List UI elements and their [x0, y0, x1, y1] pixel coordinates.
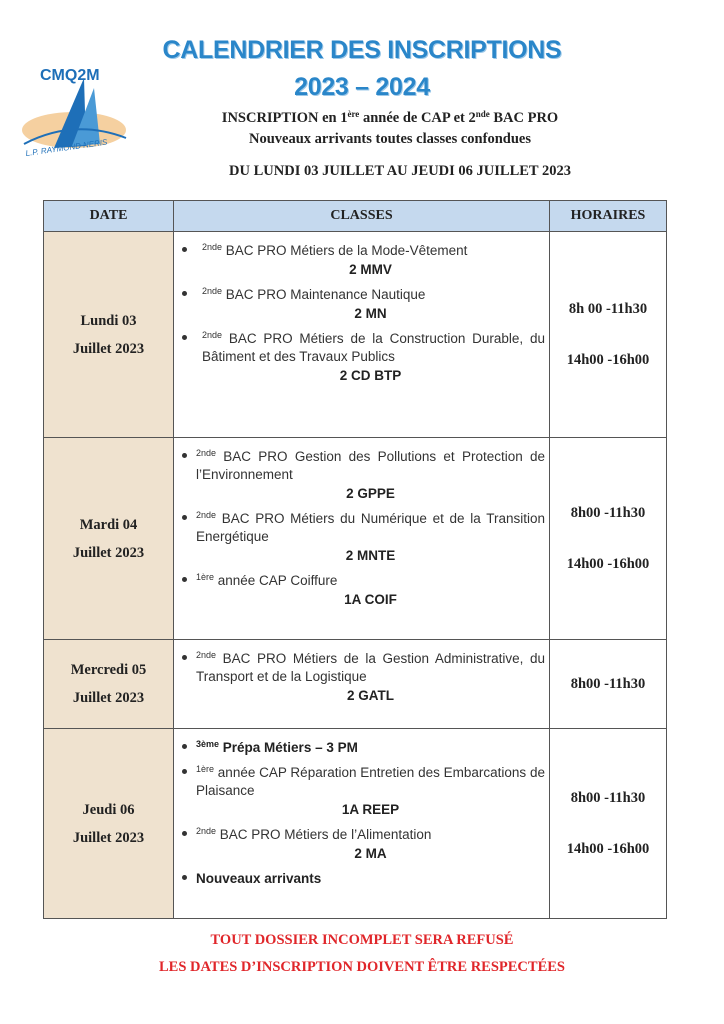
date-month: Juillet 2023	[72, 690, 145, 706]
hours-cell	[550, 640, 667, 729]
hour-slot: 8h00 -11h30	[570, 675, 646, 692]
date-month: Juillet 2023	[72, 544, 145, 561]
classes-cell	[174, 640, 550, 729]
bullet-icon	[182, 291, 187, 296]
hour-slot: 8h00 -11h30	[570, 504, 646, 521]
page-title: CALENDRIER DES INSCRIPTIONS	[162, 36, 562, 64]
list-item: $^{2nde}$ BAC PRO Métiers de la Mode-Vêtement 2 MMV	[174, 242, 545, 279]
class-code: 2 GATL	[347, 688, 394, 703]
hours-cell	[550, 232, 667, 438]
class-code: 1A REEP	[341, 802, 400, 817]
class-code: 2 MN	[354, 306, 387, 321]
date-cell	[44, 729, 174, 919]
date-range: DU LUNDI 03 JUILLET AU JEUDI 06 JUILLET 2023	[229, 163, 571, 179]
date-month: Juillet 2023	[72, 829, 145, 846]
list-item: $^{2nde}$ BAC PRO Maintenance Nautique 2 MN	[174, 286, 545, 323]
hour-slot: 14h00 -16h00	[566, 840, 650, 857]
bullet-icon	[182, 655, 187, 660]
table-row	[44, 640, 667, 729]
hour-slot: 8h00 -11h30	[570, 789, 646, 806]
class-code: 1A COIF	[344, 592, 397, 607]
bullet-icon	[182, 875, 187, 880]
hours-cell	[550, 729, 667, 919]
classes-cell	[174, 438, 550, 640]
bullet-icon	[182, 453, 187, 458]
header-date: DATE	[44, 201, 174, 232]
subtitle-inscription: INSCRIPTION en 1ère année de CAP et 2nde BAC PRO	[221, 109, 559, 126]
newcomers-label: Nouveaux arrivants	[196, 871, 322, 886]
date-cell	[44, 640, 174, 729]
bullet-icon	[182, 831, 187, 836]
page-year: 2023 – 2024	[294, 73, 430, 101]
bullet-icon	[182, 247, 187, 252]
class-code: 2 CD BTP	[339, 368, 402, 383]
bullet-icon	[182, 577, 187, 582]
date-cell	[44, 438, 174, 640]
list-item: $^{2nde}$ BAC PRO Métiers de la Construction Durable, du Bâtiment et des Travaux Publics 2 CD BTP	[174, 330, 545, 385]
hours-cell	[550, 438, 667, 640]
bullet-icon	[182, 769, 187, 774]
header-classes: CLASSES	[174, 201, 550, 232]
hour-slot: 14h00 -16h00	[566, 351, 650, 368]
table-row	[44, 438, 667, 640]
classes-cell	[174, 729, 550, 919]
table-row	[44, 729, 667, 919]
header-hours: HORAIRES	[550, 201, 667, 232]
class-code: 2 MMV	[349, 262, 392, 277]
warning-incomplete-file: TOUT DOSSIER INCOMPLET SERA REFUSÉ	[210, 932, 514, 948]
date-day: Mardi 04	[79, 516, 138, 533]
bullet-icon	[182, 744, 187, 749]
class-code: 2 MA	[354, 846, 387, 861]
date-day: Lundi 03	[80, 312, 137, 329]
date-cell	[44, 232, 174, 438]
subtitle-newcomers: Nouveaux arrivants toutes classes confondues	[249, 131, 531, 147]
logo-name: CMQ2M	[40, 67, 100, 84]
date-day: Mercredi 05	[70, 662, 147, 678]
logo-tagline: L.P. RAYMOND NERIS	[25, 137, 108, 158]
bullet-icon	[182, 515, 187, 520]
list-item	[174, 870, 545, 888]
list-item: $^{3ème}$ Prépa Métiers – 3 PM	[174, 739, 545, 757]
list-item: $^{1ère}$ année CAP Réparation Entretien des Embarcations de Plaisance 1A REEP	[174, 764, 545, 819]
date-month: Juillet 2023	[72, 340, 145, 357]
list-item: $^{2nde}$ BAC PRO Métiers du Numérique et de la Transition Energétique 2 MNTE	[174, 510, 545, 565]
list-item: $^{2nde}$ BAC PRO Métiers de l’Alimentation 2 MA	[174, 826, 545, 863]
classes-cell	[174, 232, 550, 438]
table-header-row	[44, 201, 667, 232]
date-day: Jeudi 06	[82, 801, 135, 818]
table-row	[44, 232, 667, 438]
registration-calendar-table	[43, 200, 667, 919]
class-code: 2 GPPE	[346, 486, 395, 501]
warning-respect-dates: LES DATES D’INSCRIPTION DOIVENT ÊTRE RESPECTÉES	[159, 959, 565, 975]
bullet-icon	[182, 335, 187, 340]
list-item: $^{1ère}$ année CAP Coiffure 1A COIF	[174, 572, 545, 609]
list-item: $^{2nde}$ BAC PRO Gestion des Pollutions et Protection de l’Environnement 2 GPPE	[174, 448, 545, 503]
class-code: 2 MNTE	[345, 548, 396, 563]
list-item: $^{2nde}$ BAC PRO Métiers de la Gestion Administrative, du Transport et de la Logistique 2 GATL	[174, 650, 545, 705]
hour-slot: 8h 00 -11h30	[568, 300, 648, 317]
hour-slot: 14h00 -16h00	[566, 555, 650, 572]
